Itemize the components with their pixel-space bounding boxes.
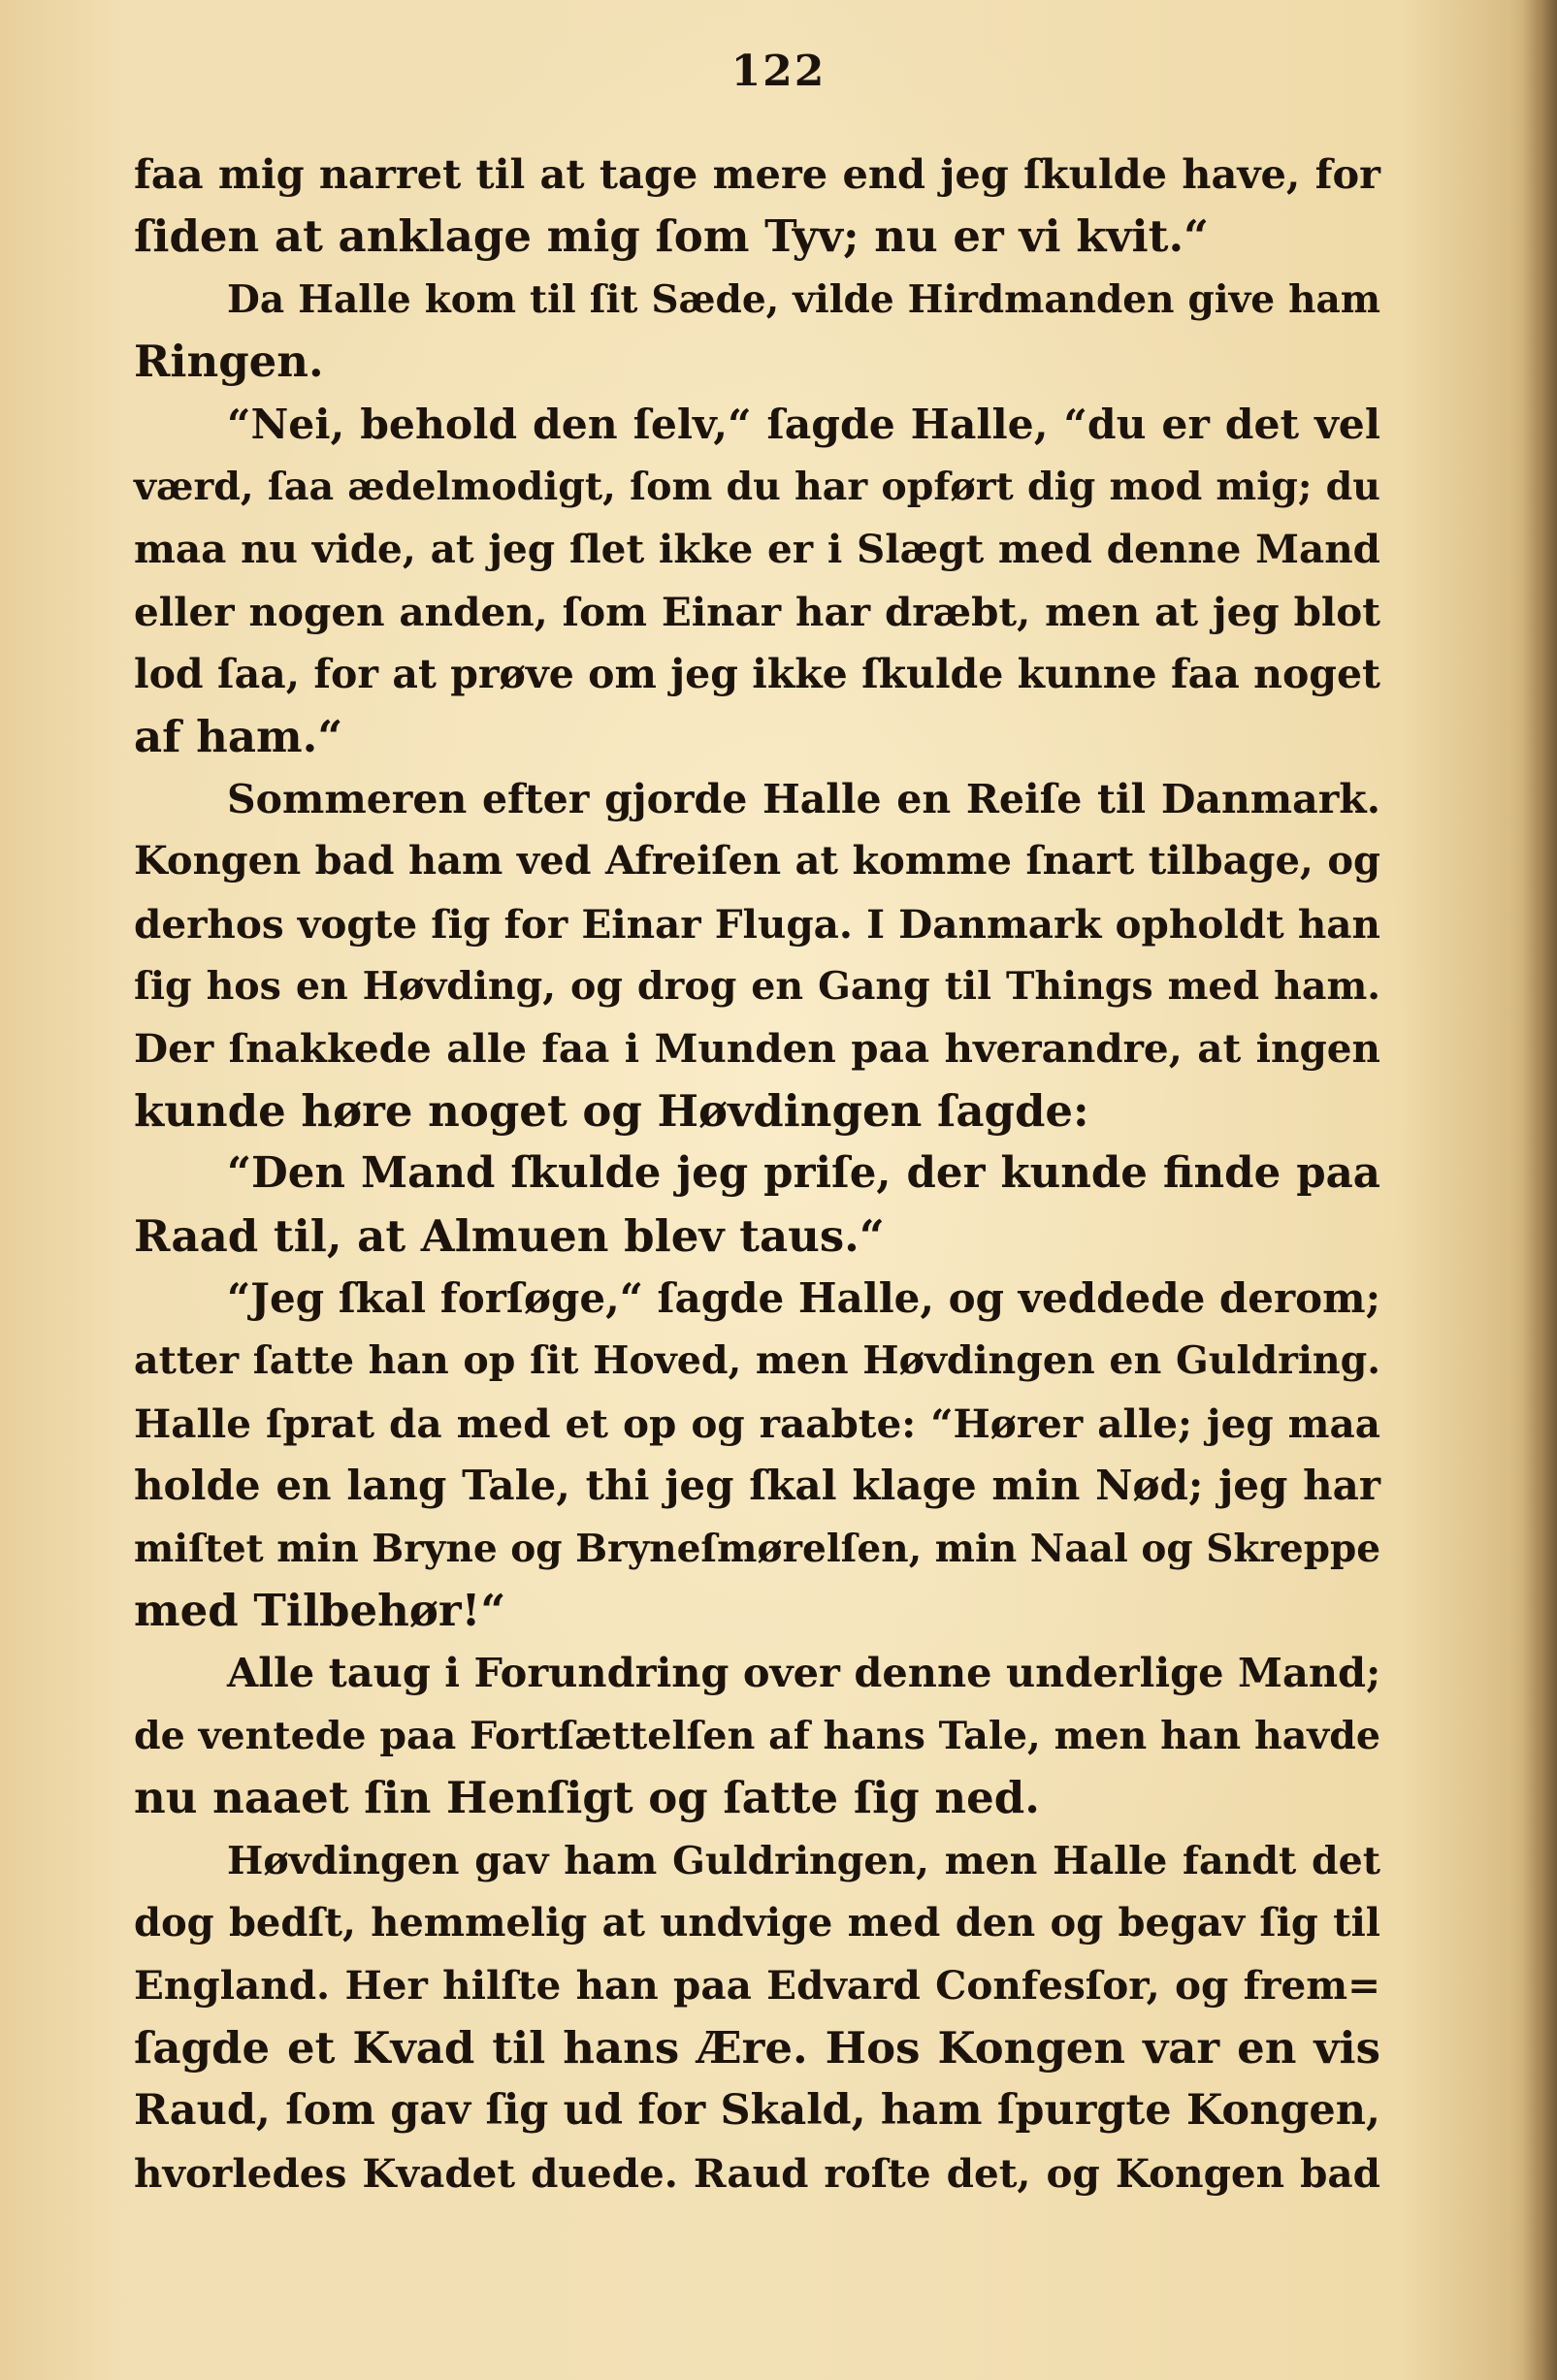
text-line: Raud, ſom gav ſig ud for Skald, ham ſpurgte Kongen, (134, 2086, 1380, 2136)
text-line: Der ſnakkede alle faa i Munden paa hverandre, at ingen (134, 1025, 1380, 1073)
text-line: Alle taug i Forundring over denne underlige Mand; (227, 1649, 1381, 1697)
text-line: maa nu vide, at jeg ſlet ikke er i Slægt med denne Mand (134, 526, 1380, 573)
text-line: ſiden at anklage mig ſom Tyv; nu er vi kvit.“ (134, 210, 1209, 263)
text-line: Raad til, at Almuen blev taus.“ (134, 1209, 885, 1262)
text-line: de ventede paa Fortſættelſen af hans Tale, men han havde (134, 1713, 1380, 1758)
text-line: ſig hos en Høvding, og drog en Gang til Things med ham. (134, 964, 1380, 1010)
text-line: “Jeg ſkal forſøge,“ ſagde Halle, og veddede derom; (227, 1274, 1381, 1323)
text-line: atter ſatte han op ſit Hoved, men Høvdingen en Guldring. (134, 1338, 1380, 1384)
text-line: kunde høre noget og Høvdingen ſagde: (134, 1084, 1089, 1137)
text-line: Halle ſprat da med et op og raabte: “Hører alle; jeg maa (134, 1399, 1380, 1447)
text-line: holde en lang Tale, thi jeg ſkal klage min Nød; jeg har (134, 1462, 1380, 1510)
text-line: Da Halle kom til ſit Sæde, vilde Hirdmanden give ham (227, 276, 1380, 322)
text-line: Høvdingen gav ham Guldringen, men Halle fandt det (227, 1838, 1380, 1883)
text-line: eller nogen anden, ſom Einar har dræbt, men at jeg blot (134, 588, 1380, 635)
page-number: 122 (730, 47, 827, 96)
text-line: ſagde et Kvad til hans Ære. Hos Kongen var en vis (134, 2021, 1380, 2074)
text-line: værd, ſaa ædelmodigt, ſom du har opført dig mod mig; du (134, 464, 1380, 509)
text-line: Ringen. (134, 336, 324, 388)
text-line: England. Her hilſte han paa Edvard Confesſor, og frem= (134, 1962, 1380, 2010)
text-line: Sommeren efter gjorde Halle en Reiſe til Danmark. (227, 775, 1380, 822)
text-line: af ham.“ (134, 710, 343, 762)
text-line: hvorledes Kvadet duede. Raud roſte det, og Kongen bad (134, 2149, 1380, 2197)
text-line: “Den Mand ſkulde jeg priſe, der kunde finde paa (227, 1148, 1380, 1199)
text-line: Kongen bad ham ved Afreiſen at komme ſnart tilbage, og (134, 838, 1380, 884)
text-line: med Tilbehør!“ (134, 1584, 506, 1636)
text-line: lod ſaa, for at prøve om jeg ikke ſkulde kunne faa noget (134, 651, 1380, 698)
body-text (134, 144, 1380, 2204)
text-line: faa mig narret til at tage mere end jeg ſkulde have, for (134, 150, 1380, 198)
page-gutter-shadow (1522, 0, 1557, 2380)
text-line: “Nei, behold den ſelv,“ ſagde Halle, “du er det vel (227, 400, 1380, 449)
text-line: miſtet min Bryne og Bryneſmørelſen, min Naal og Skreppe (134, 1526, 1381, 1571)
text-line: nu naaet ſin Henſigt og ſatte ſig ned. (134, 1772, 1040, 1824)
text-line: dog bedſt, hemmelig at undvige med den og begav ſig til (134, 1899, 1380, 1946)
text-line: derhos vogte ſig for Einar Fluga. I Danmark opholdt han (134, 900, 1380, 948)
